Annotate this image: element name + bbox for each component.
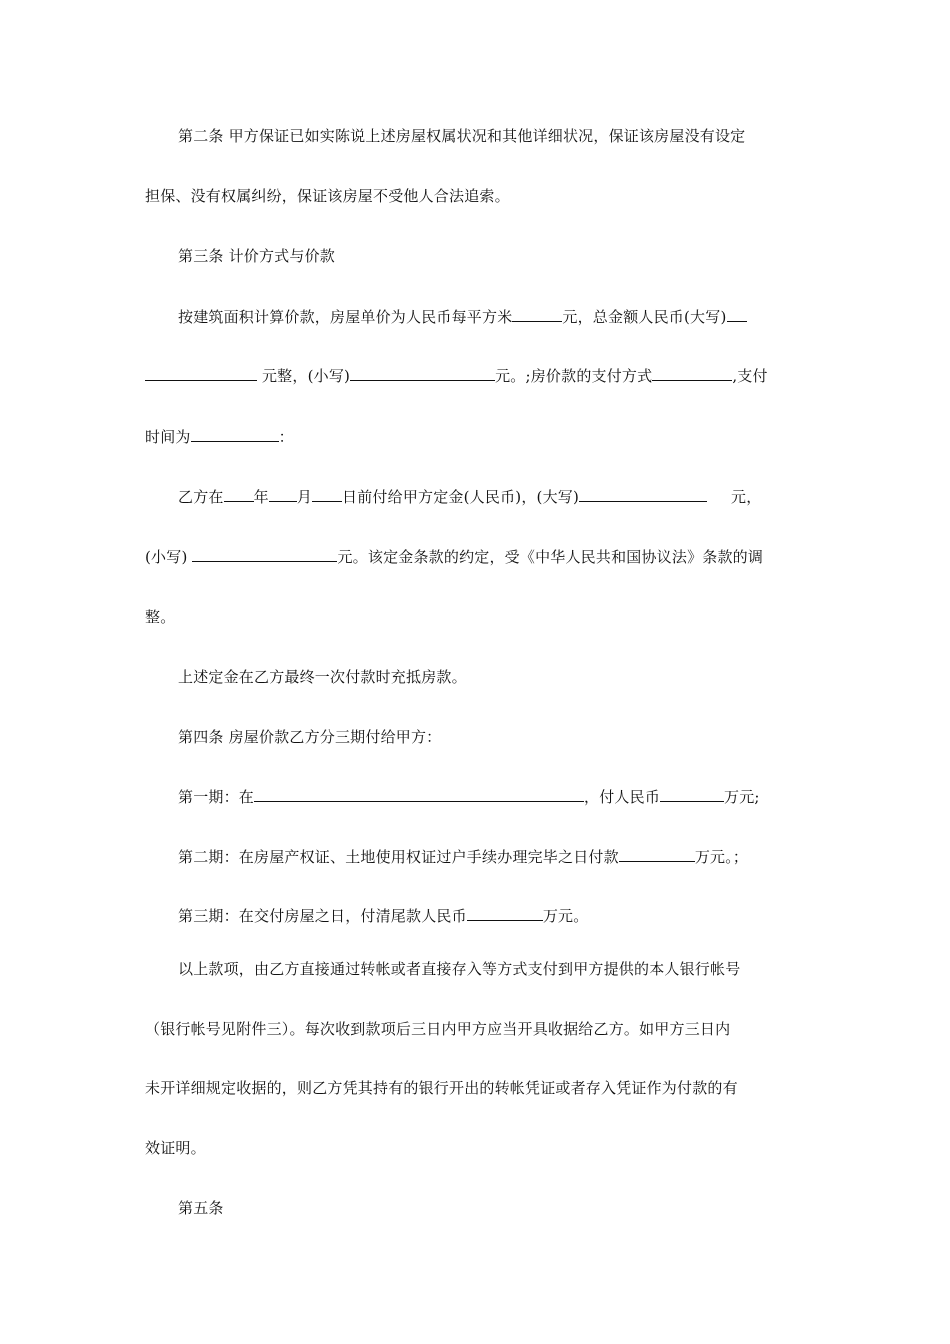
total-price-lowercase-blank[interactable] xyxy=(350,366,495,381)
price-text-b: 元，总金额人民币(大写) xyxy=(562,308,727,326)
deposit-year-blank[interactable] xyxy=(224,487,254,502)
phase-1-text-c: 万元; xyxy=(724,788,760,806)
payment-text-3: 未开详细规定收据的，则乙方凭其持有的银行开出的转帐凭证或者存入凭证作为付款的有 xyxy=(145,1079,738,1097)
payment-line-1 xyxy=(178,959,848,979)
article-2-text-2: 担保、没有权属纠纷，保证该房屋不受他人合法追索。 xyxy=(145,187,510,205)
unit-price-blank[interactable] xyxy=(512,307,562,322)
price-text-a: 按建筑面积计算价款，房屋单价为人民币每平方米 xyxy=(178,308,513,326)
phase-2-amount-blank[interactable] xyxy=(619,847,695,862)
phase-3-line xyxy=(178,906,848,926)
phase-1-text-a: 第一期：在 xyxy=(178,788,255,806)
price-line xyxy=(178,307,848,327)
deposit-text-d: 日前付给甲方定金(人民币)，(大写) xyxy=(342,488,580,506)
payment-text-2: （银行帐号见附件三）。每次收到款项后三日内甲方应当开具收据给乙方。如甲方三日内 xyxy=(145,1020,731,1038)
phase-2-text-b: 万元。； xyxy=(694,848,749,866)
deposit-month-blank[interactable] xyxy=(269,487,297,502)
deposit-text-g: 元。该定金条款的约定，受《中华人民共和国协议法》条款的调 xyxy=(337,548,764,566)
deposit-offset-text: 上述定金在乙方最终一次付款时充抵房款。 xyxy=(178,668,467,686)
price-text-c: 元整，(小写) xyxy=(261,367,351,385)
article-3-heading-text: 第三条 计价方式与价款 xyxy=(178,247,335,265)
deposit-uppercase-blank[interactable] xyxy=(579,487,707,502)
total-price-uppercase-blank[interactable] xyxy=(145,366,257,381)
deposit-text-e: 元， xyxy=(731,488,762,506)
article-3-heading xyxy=(178,246,848,266)
total-price-uppercase-blank-start[interactable] xyxy=(727,307,747,322)
deposit-text-c: 月 xyxy=(296,488,313,506)
price-text-d: 元。;房价款的支付方式 xyxy=(495,367,653,385)
article-5-heading-text: 第五条 xyxy=(178,1199,224,1217)
deposit-text-a: 乙方在 xyxy=(178,488,224,506)
payment-line-2 xyxy=(145,1019,815,1039)
article-5-heading xyxy=(178,1198,848,1218)
article-2-text-1: 第二条 甲方保证已如实陈说上述房屋权属状况和其他详细状况，保证该房屋没有设定 xyxy=(178,127,746,145)
price-text-e: ,支付 xyxy=(732,367,768,385)
price-line-2 xyxy=(145,366,815,386)
deposit-lowercase-blank[interactable] xyxy=(192,547,337,562)
article-4-heading-text: 第四条 房屋价款乙方分三期付给甲方： xyxy=(178,728,442,746)
phase-2-line xyxy=(178,847,848,867)
payment-line-3 xyxy=(145,1078,815,1098)
article-2-line-2 xyxy=(145,186,815,206)
phase-3-text-b: 万元。 xyxy=(542,907,589,925)
deposit-day-blank[interactable] xyxy=(312,487,342,502)
deposit-line xyxy=(178,487,848,507)
deposit-text-h: 整。 xyxy=(145,608,176,626)
deposit-line-3 xyxy=(145,607,815,627)
deposit-text-f: (小写) xyxy=(145,548,188,566)
deposit-offset-line xyxy=(178,667,848,687)
payment-line-4 xyxy=(145,1138,815,1158)
deposit-text-b: 年 xyxy=(253,488,269,506)
payment-time-blank[interactable] xyxy=(191,427,279,442)
phase-3-text-a: 第三期：在交付房屋之日，付清尾款人民币 xyxy=(178,907,467,925)
payment-time-line xyxy=(145,427,815,447)
phase-2-text-a: 第二期：在房屋产权证、土地使用权证过户手续办理完毕之日付款 xyxy=(178,848,619,866)
phase-1-text-b: ，付人民币 xyxy=(584,788,661,806)
deposit-line-2 xyxy=(145,547,815,567)
article-4-heading xyxy=(178,727,848,747)
time-text-a: 时间为 xyxy=(145,428,191,446)
phase-1-condition-blank[interactable] xyxy=(254,787,584,802)
payment-method-blank[interactable] xyxy=(652,366,732,381)
payment-text-4: 效证明。 xyxy=(145,1139,206,1157)
payment-text-1: 以上款项，由乙方直接通过转帐或者直接存入等方式支付到甲方提供的本人银行帐号 xyxy=(178,960,741,978)
phase-1-amount-blank[interactable] xyxy=(660,787,724,802)
time-text-b: ： xyxy=(278,428,294,446)
phase-3-amount-blank[interactable] xyxy=(467,906,543,921)
phase-1-line xyxy=(178,787,848,807)
article-2-line-1 xyxy=(178,126,848,146)
